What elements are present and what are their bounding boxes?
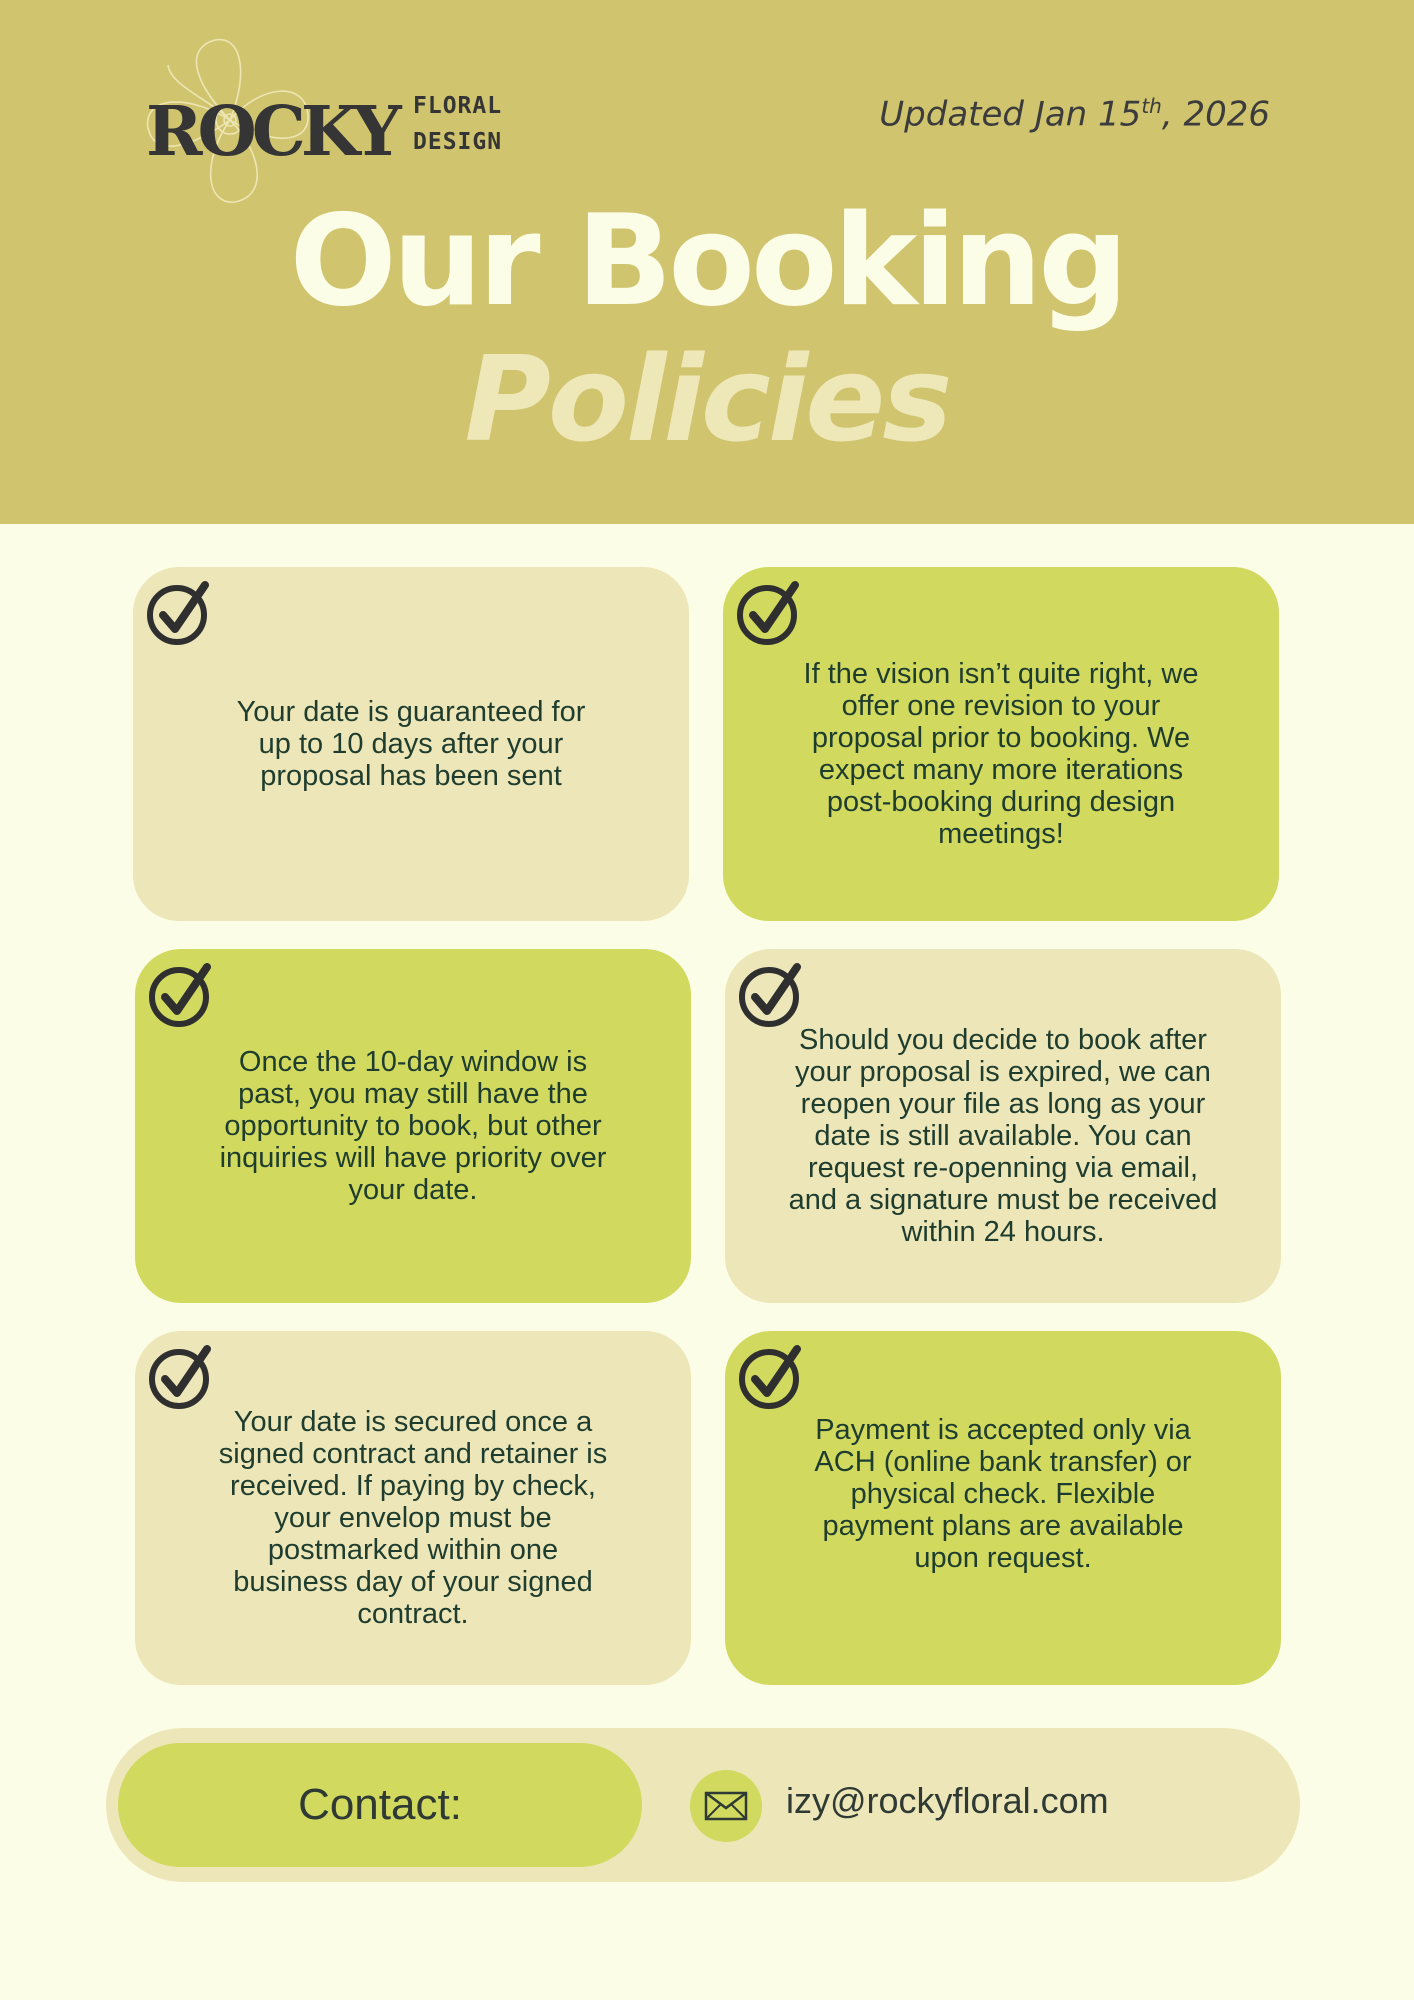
- logo-subtitle: [413, 88, 502, 160]
- policy-card-2: [723, 567, 1279, 921]
- logo-subtitle-line2: DESIGN: [413, 129, 503, 155]
- updated-year: , 2026: [1161, 94, 1270, 135]
- updated-ordinal: th: [1141, 94, 1162, 118]
- policy-text: If the vision isn’t quite right, we offer one revision to your proposal prior to booking. We expect many more iterations post-booking during design meetings!: [803, 658, 1199, 850]
- page-title-line2: Policies: [464, 330, 950, 468]
- policy-card-6: [725, 1331, 1281, 1685]
- checkmark-icon: [149, 1343, 217, 1411]
- contact-bar: [106, 1728, 1300, 1882]
- contact-email-link[interactable]: izy@rockyfloral.com: [786, 1780, 1109, 1821]
- policy-card-4: [725, 949, 1281, 1303]
- policy-text: Your date is guaranteed for up to 10 days after your proposal has been sent: [236, 696, 586, 792]
- policy-card-1: [133, 567, 689, 921]
- checkmark-icon: [149, 961, 217, 1029]
- brand-logo[interactable]: [140, 30, 540, 210]
- header-banner: [0, 0, 1414, 524]
- checkmark-icon: [739, 961, 807, 1029]
- contact-label-pill: [118, 1743, 642, 1867]
- checkmark-icon: [739, 1343, 807, 1411]
- policy-text: Should you decide to book after your proposal is expired, we can reopen your file as long as your date is still available. You can request re-openning via email, and a signature must be received within 24 hours.: [788, 1024, 1218, 1248]
- policy-text: Once the 10-day window is past, you may still have the opportunity to book, but other inquiries will have priority over your date.: [219, 1046, 607, 1206]
- contact-label: Contact:: [298, 1780, 462, 1829]
- policy-card-3: [135, 949, 691, 1303]
- policy-card-5: [135, 1331, 691, 1685]
- logo-wordmark: ROCKY: [146, 92, 397, 172]
- logo-subtitle-line1: FLORAL: [413, 93, 503, 119]
- policy-text: Payment is accepted only via ACH (online bank transfer) or physical check. Flexible payment plans are available upon request.: [814, 1414, 1192, 1574]
- page-title-line1: Our Booking: [289, 187, 1125, 334]
- checkmark-icon: [147, 579, 215, 647]
- updated-date: [879, 94, 1270, 134]
- mail-icon: [690, 1770, 762, 1842]
- updated-prefix: Updated Jan 15: [879, 94, 1142, 135]
- checkmark-icon: [737, 579, 805, 647]
- policy-text: Your date is secured once a signed contract and retainer is received. If paying by check, your envelop must be postmarked within one business day of your signed contract.: [218, 1406, 608, 1630]
